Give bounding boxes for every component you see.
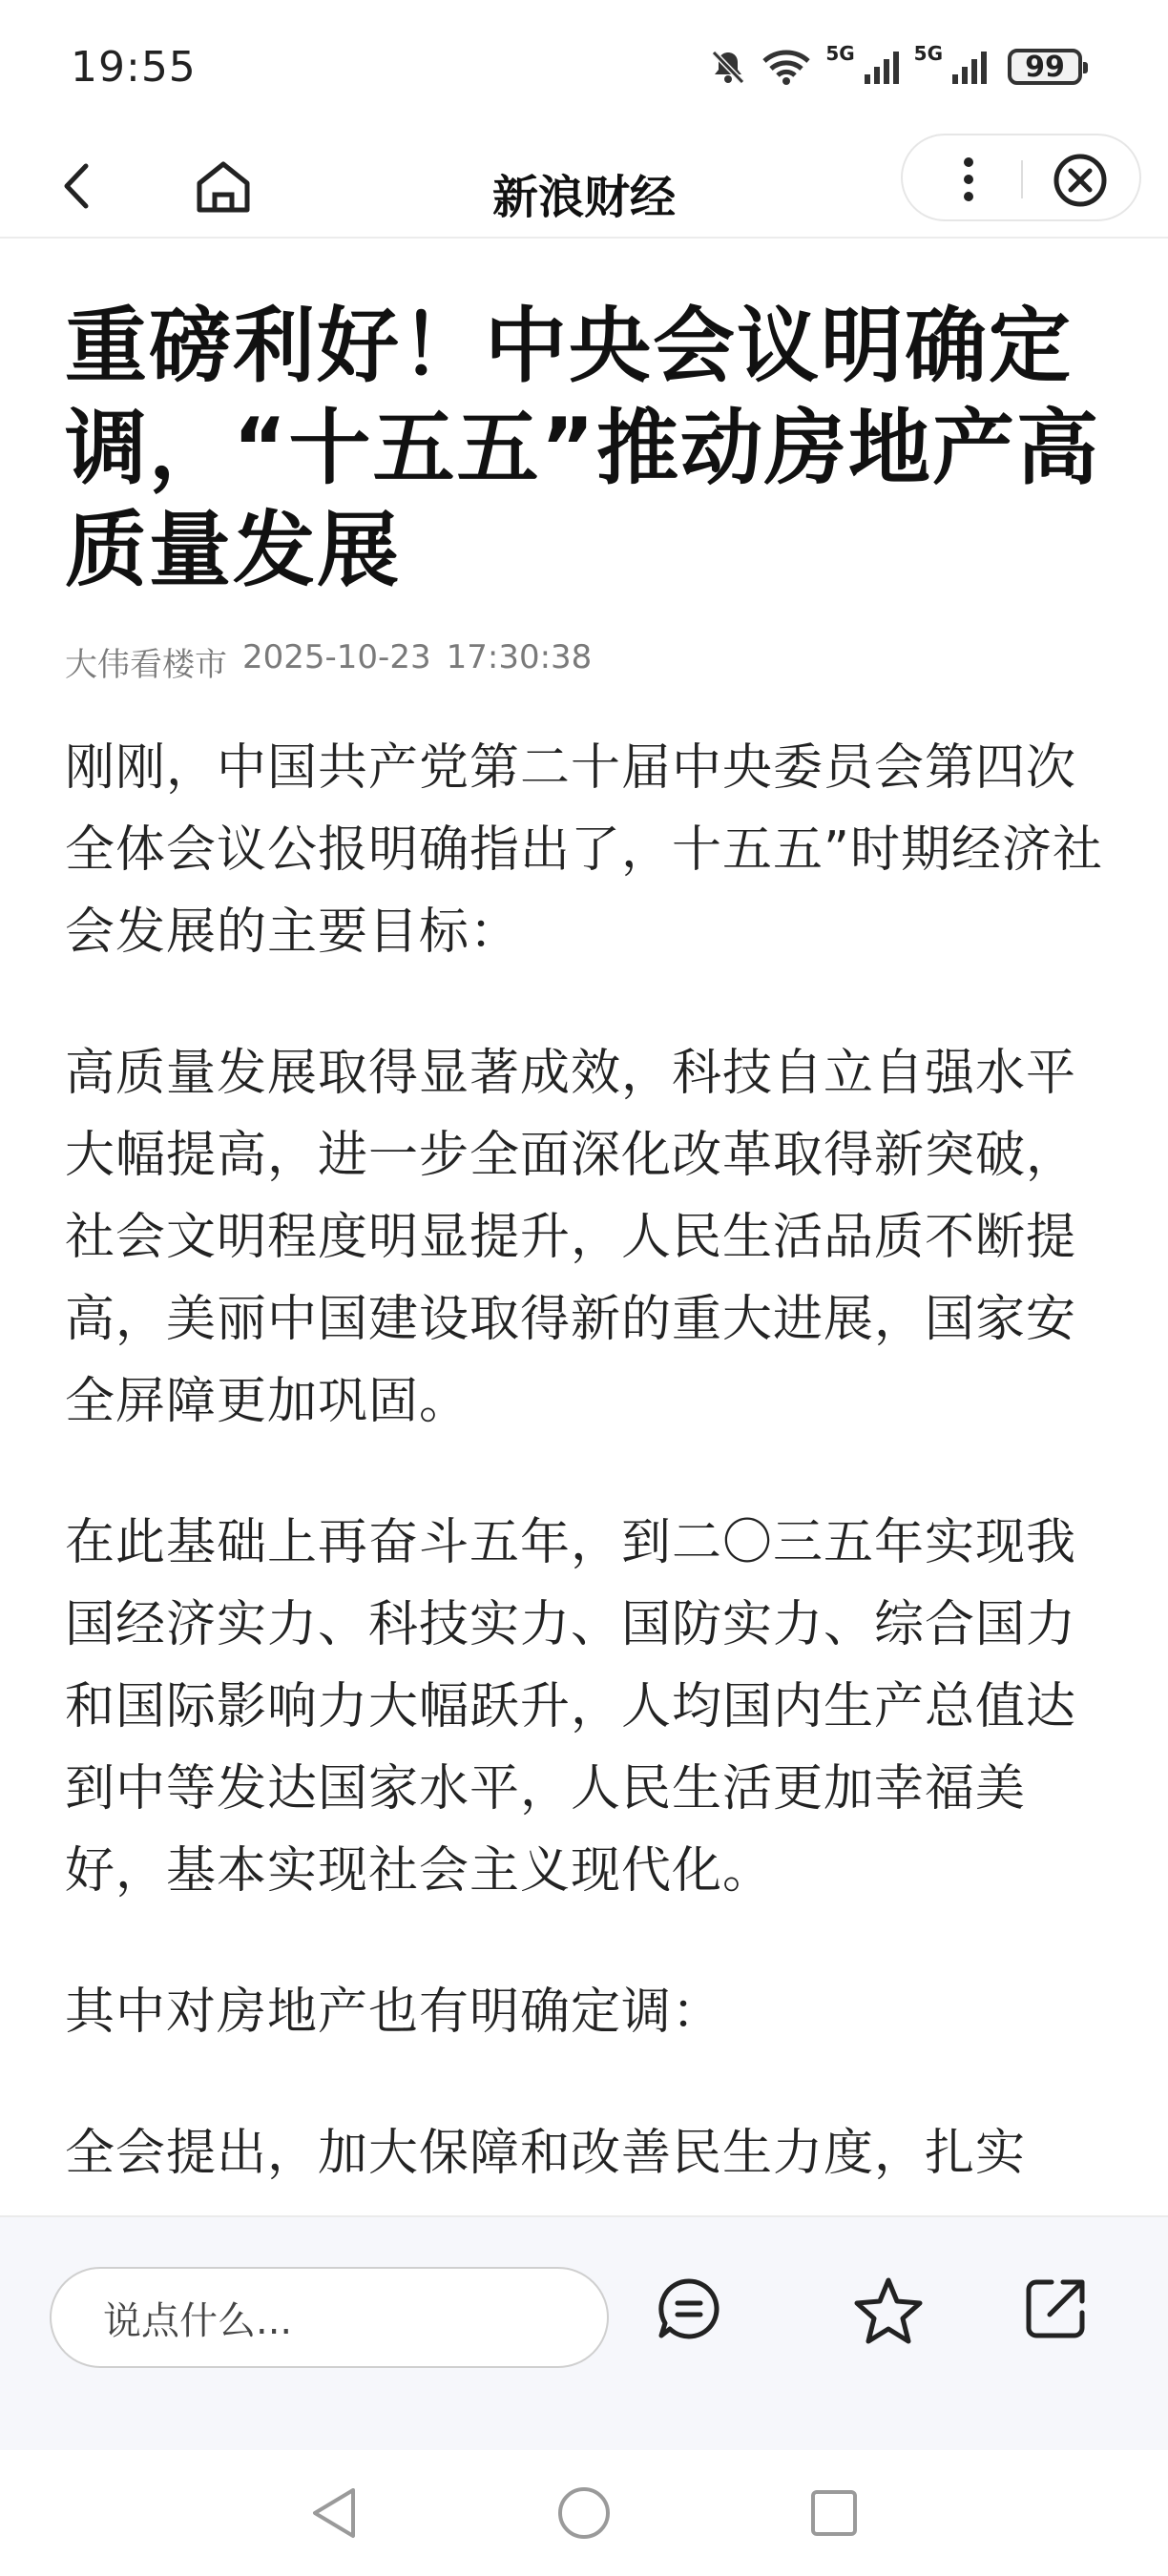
- capsule-divider: [1021, 160, 1023, 198]
- article-paragraph: 刚刚，中国共产党第二十届中央委员会第四次全体会议公报明确指出了，十五五”时期经济社会发展的主要目标：: [65, 739, 1103, 961]
- wifi-icon: [761, 48, 812, 86]
- article: [65, 296, 1107, 2254]
- status-time: 19:55: [71, 42, 197, 92]
- comment-input[interactable]: [50, 2267, 609, 2368]
- article-paragraph: 在此基础上再奋斗五年，到二〇三五年实现我国经济实力、科技实力、国防实力、综合国力和国际影响力大幅跃升，人均国内生产总值达到中等发达国家水平，人民生活更加幸福美好，基本实现社会主义现代化。: [65, 1514, 1077, 1900]
- article-date: 2025-10-23: [242, 638, 431, 676]
- signal1-label: 5G: [825, 42, 855, 65]
- battery-icon: 99: [1008, 49, 1082, 85]
- mute-bell-icon: [709, 48, 747, 86]
- share-icon[interactable]: [1023, 2276, 1088, 2345]
- system-nav-bar: [0, 2450, 1168, 2576]
- article-paragraph: 其中对房地产也有明确定调：: [65, 1984, 723, 2041]
- article-paragraph: 全会提出，加大保障和改善民生力度，扎实: [65, 2125, 1027, 2182]
- star-icon[interactable]: [853, 2276, 924, 2349]
- more-vertical-icon[interactable]: [954, 155, 983, 204]
- signal2-label: 5G: [913, 42, 943, 65]
- status-icons: [709, 42, 1082, 86]
- close-circle-icon[interactable]: [1053, 153, 1108, 208]
- nav-home-circle-icon[interactable]: [555, 2484, 613, 2545]
- comment-icon[interactable]: [657, 2276, 721, 2345]
- nav-bar: [0, 134, 1168, 239]
- article-meta: [65, 638, 1107, 685]
- mini-program-capsule: [901, 134, 1141, 221]
- signal-5g-icon: [950, 48, 989, 86]
- article-headline: 重磅利好！中央会议明确定调，“十五五”推动房地产高质量发展: [65, 299, 1101, 598]
- signal-5g-icon: [863, 48, 901, 86]
- article-time: 17:30:38: [446, 638, 593, 676]
- article-body: [65, 727, 1107, 2194]
- comment-placeholder: 说点什么...: [103, 2298, 293, 2343]
- article-author[interactable]: 大伟看楼市: [65, 646, 227, 684]
- article-paragraph: 高质量发展取得显著成效，科技自立自强水平大幅提高，进一步全面深化改革取得新突破，社会文明程度明显提升，人民生活品质不断提高，美丽中国建设取得新的重大进展，国家安全屏障更加巩固。: [65, 1045, 1077, 1430]
- page-title: 新浪财经: [491, 171, 676, 224]
- nav-back-triangle-icon[interactable]: [307, 2484, 361, 2545]
- bottom-action-bar: [0, 2215, 1168, 2450]
- status-bar: [0, 0, 1168, 134]
- nav-recents-square-icon[interactable]: [807, 2484, 861, 2545]
